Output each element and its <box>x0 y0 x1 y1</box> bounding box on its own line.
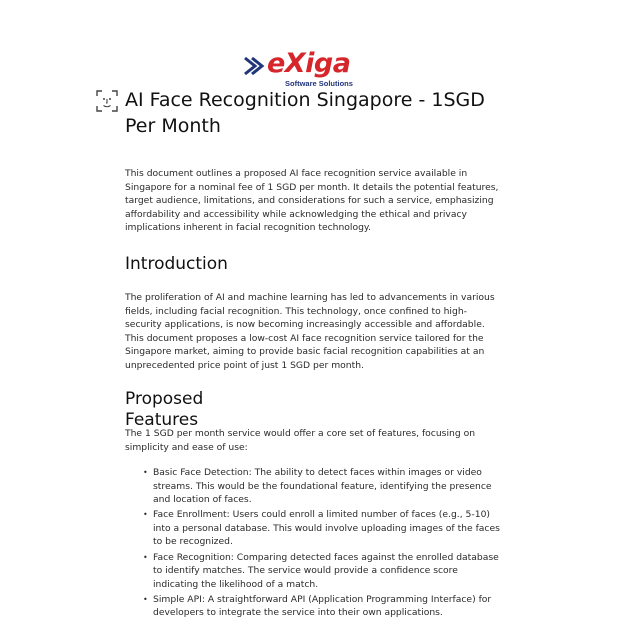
list-item: • Face Recognition: Comparing detected faces against the enrolled database to identify matches. The service would provide a confidence score indicating the likelihood of a match. <box>143 551 503 592</box>
introduction-body: The proliferation of AI and machine learning has led to advancements in various fields, including facial recognition. This technology, once confined to high-security applications, is now becoming increasingly accessible and affordable. This document proposes a low-cost AI face recognition service tailored for the Singapore market, aiming to provide basic facial recognition capabilities at an unprecedented price point of just 1 SGD per month. <box>125 292 495 371</box>
intro-paragraph: This document outlines a proposed AI face recognition service available in Singapore for a nominal fee of 1 SGD per month. It details the potential features, target audience, limitations, and considerations for such a service, emphasizing affordability and accessibility while acknowledging the ethical and privacy implications inherent in facial recognition technology. <box>125 168 499 234</box>
list-item: • Basic Face Detection: The ability to detect faces within images or video streams. This would be the foundational feature, identifying the presence and location of faces. <box>143 466 503 507</box>
face-scan-icon <box>96 90 118 112</box>
introduction-heading: Introduction <box>125 254 228 274</box>
exiga-logo <box>243 50 361 90</box>
features-body: The 1 SGD per month service would offer a core set of features, focusing on simplicity and ease of use: <box>125 428 476 453</box>
logo-tagline: Software Solutions <box>285 79 353 88</box>
document-title: AI Face Recognition Singapore - 1SGD Per Month <box>125 89 485 137</box>
features-heading: Proposed Features <box>125 389 204 430</box>
logo-wordmark: eXiga <box>267 48 351 79</box>
features-list <box>143 466 503 622</box>
list-item: • Face Enrollment: Users could enroll a limited number of faces (e.g., 5-10) into a personal database. This would involve uploading images of the faces to be recognized. <box>143 508 503 549</box>
logo-chevron-icon <box>243 54 269 78</box>
list-item: • Simple API: A straightforward API (Application Programming Interface) for developers to integrate the service into their own applications. <box>143 593 503 620</box>
